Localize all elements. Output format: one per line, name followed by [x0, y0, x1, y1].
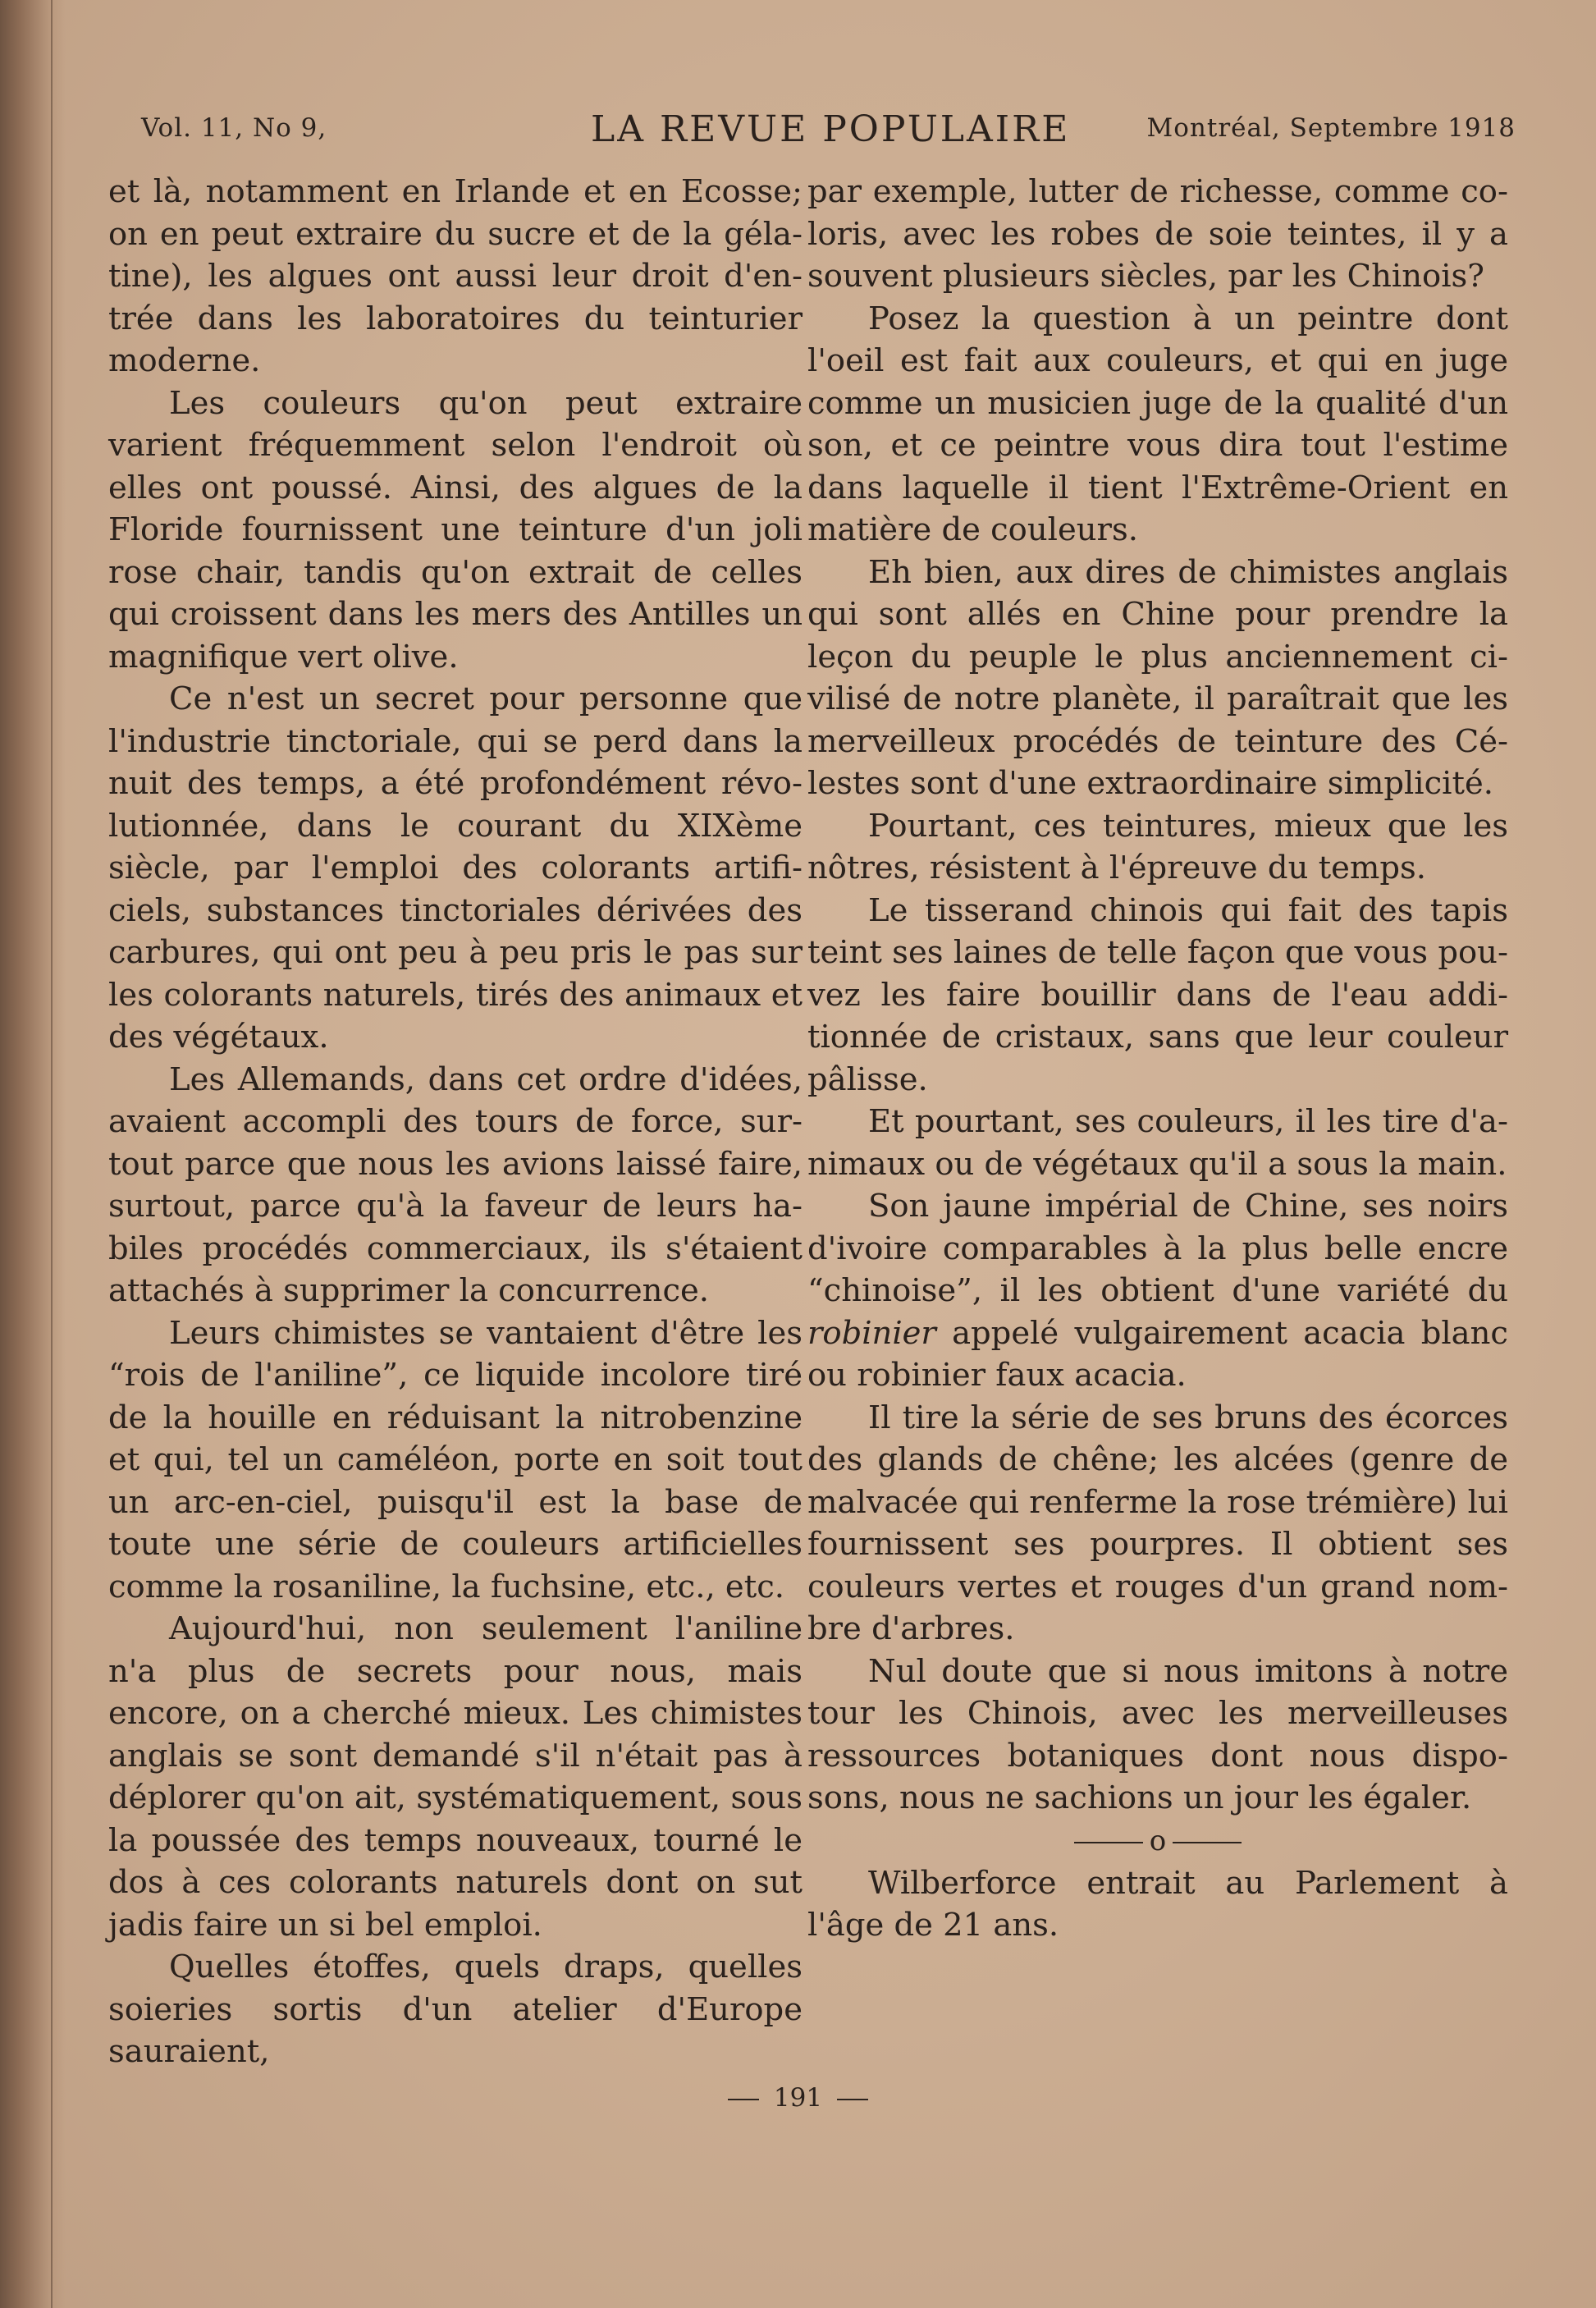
page-footer: [0, 2083, 1596, 2113]
paragraph: Pourtant, ces teintures, mieux que les nôtres, résistent à l'épreuve du temps.: [807, 807, 1508, 886]
paragraph: Le tisserand chinois qui fait des tapis teint ses laines de telle façon que vous pouvez les faire bouillir dans de l'eau additionnée de cristaux, sans que leur couleur pâlisse.: [807, 891, 1508, 1098]
paragraph: Les Allemands, dans cet ordre d'idées, avaient accompli des tours de force, surtout parce que nous les avions laissé faire, surtout, parce qu'à la faveur de leurs habiles procédés commerciaux, ils s'étaient attachés à supprimer la concurrence.: [108, 1060, 803, 1309]
binding-edge: [51, 0, 53, 2308]
binding-shadow: [0, 0, 66, 2308]
paragraph: Aujourd'hui, non seulement l'aniline n'a plus de secrets pour nous, mais encore, on a cherché mieux. Les chimistes anglais se sont demandé s'il n'était pas à déplorer qu'on ait, systématiquement, sous la poussée des temps nouveaux, tourné le dos à ces colorants naturels dont on sut jadis faire un si bel emploi.: [108, 1610, 803, 1944]
paragraph: Ce n'est un secret pour personne que l'industrie tinctoriale, qui se perd dans la nuit des temps, a été profondément révolutionnée, dans le courant du XIXème siècle, par l'emploi des colorants artificiels, substances tinctoriales dérivées des carbures, qui ont peu à peu pris le pas sur les colorants naturels, tirés des animaux et des végétaux.: [108, 680, 803, 1056]
italic-term: robinier: [807, 1314, 936, 1352]
paragraph: Quelles étoffes, quels draps, quelles soieries sortis d'un atelier d'Europe sauraient,: [108, 1949, 803, 2070]
paragraph: Il tire la série de ses bruns des écorces des glands de chêne; les alcées (genre de malvacée qui renferme la rose trémière) lui fournissent ses pourpres. Il obtient ses couleurs vertes et rouges d'un grand nombre d'arbres.: [807, 1399, 1508, 1647]
running-header: [141, 108, 1516, 158]
paragraph: Leurs chimistes se vantaient d'être les “rois de l'aniline”, ce liquide incolore tiré de la houille en réduisant la nitrobenzine et qui, tel un caméléon, porte en soit tout un arc-en-ciel, puisqu'il est la base de toute une série de couleurs artificielles comme la rosaniline, la fuchsine, etc., etc.: [108, 1314, 803, 1605]
location-date: Montréal, Septembre 1918: [1146, 113, 1516, 143]
page-number: 191: [773, 2083, 823, 2113]
paragraph: et là, notamment en Irlande et en Ecosse; on en peut extraire du sucre et de la gélatine), les algues ont aussi leur droit d'entrée dans les laboratoires du teinturier moderne.: [108, 173, 803, 379]
divider-rule: [1074, 1842, 1143, 1843]
text-run: appelé vulgairement acacia blanc ou robinier faux acacia.: [807, 1314, 1508, 1394]
paragraph: Et pourtant, ses couleurs, il les tire d'animaux ou de végétaux qu'il a sous la main.: [807, 1103, 1508, 1183]
paragraph-robinier: [807, 1185, 1508, 1397]
right-column: [807, 171, 1508, 1947]
dash-right: [837, 2099, 868, 2100]
paragraph: Posez la question à un peintre dont l'oeil est fait aux couleurs, et qui en juge comme un musicien juge de la qualité d'un son, et ce peintre vous dira tout l'estime dans laquelle il tient l'Extrême-Orient en matière de couleurs.: [807, 300, 1508, 548]
dash-left: [728, 2099, 759, 2100]
section-divider: [807, 1823, 1508, 1859]
left-column: [108, 171, 803, 2073]
volume-issue: Vol. 11, No 9,: [141, 113, 327, 143]
publication-title: LA REVUE POPULAIRE: [591, 108, 1071, 150]
divider-rule: [1173, 1842, 1242, 1843]
paragraph: par exemple, lutter de richesse, comme coloris, avec les robes de soie teintes, il y a souvent plusieurs siècles, par les Chinois?: [807, 173, 1508, 295]
text-run: Son jaune impérial de Chine, ses noirs d'ivoire comparables à la plus belle encre “chinoise”, il les obtient d'une variété du: [807, 1188, 1508, 1309]
paragraph: Les couleurs qu'on peut extraire varient fréquemment selon l'endroit où elles ont poussé. Ainsi, des algues de la Floride fournissent une teinture d'un joli rose chair, tandis qu'on extrait de celles qui croissent dans les mers des Antilles un magnifique vert olive.: [108, 384, 803, 675]
paragraph: Eh bien, aux dires de chimistes anglais qui sont allés en Chine pour prendre la leçon du peuple le plus anciennement civilisé de notre planète, il paraîtrait que les merveilleux procédés de teinture des Célestes sont d'une extraordinaire simplicité.: [807, 553, 1508, 802]
closing-note: Wilberforce entrait au Parlement à l'âge de 21 ans.: [807, 1864, 1508, 1944]
paragraph: Nul doute que si nous imitons à notre tour les Chinois, avec les merveilleuses ressources botaniques dont nous disposons, nous ne sachions un jour les égaler.: [807, 1652, 1508, 1816]
divider-mark: o: [1149, 1824, 1167, 1857]
